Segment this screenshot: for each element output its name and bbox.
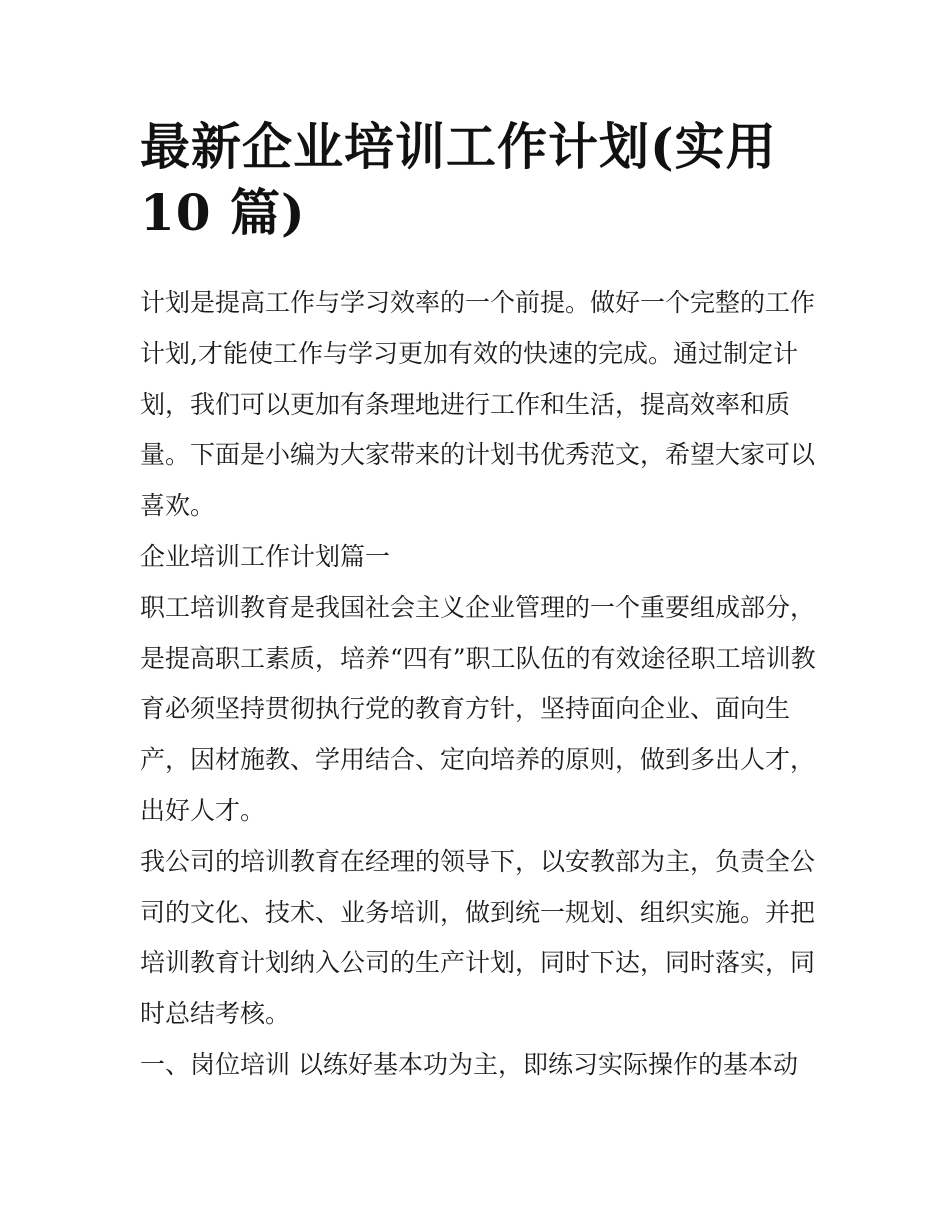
intro-line-3: 划，我们可以更加有条理地进行工作和生活，提高效率和质: [140, 389, 791, 419]
section-heading: 企业培训工作计划篇一: [140, 541, 391, 571]
intro-line-4: 量。下面是小编为大家带来的计划书优秀范文，希望大家可以: [140, 440, 816, 470]
paragraph-2-line-3: 培训教育计划纳入公司的生产计划，同时下达，同时落实，同: [140, 948, 816, 978]
paragraph-2-line-4: 时总结考核。: [140, 999, 291, 1029]
intro-line-5: 喜欢。: [140, 491, 216, 521]
paragraph-1-line-1: 职工培训教育是我国社会主义企业管理的一个重要组成部分，: [140, 592, 816, 622]
paragraph-2-line-2: 司的文化、技术、业务培训，做到统一规划、组织实施。并把: [140, 897, 816, 927]
intro-line-2: 计划,才能使工作与学习更加有效的快速的完成。通过制定计: [140, 338, 798, 368]
paragraph-2-line-1: 我公司的培训教育在经理的领导下，以安教部为主，负责全公: [140, 846, 816, 876]
title-line-2: 10 篇): [140, 183, 306, 242]
intro-line-1: 计划是提高工作与学习效率的一个前提。做好一个完整的工作: [140, 288, 816, 317]
title-line-1: 最新企业培训工作计划(实用: [140, 117, 777, 176]
document-body: [140, 278, 815, 1091]
paragraph-1-line-2: 是提高职工素质，培养“四有”职工队伍的有效途径职工培训教: [140, 643, 816, 673]
paragraph-1-line-3: 育必须坚持贯彻执行党的教育方针，坚持面向企业、面向生: [140, 694, 791, 724]
paragraph-1-line-4: 产，因材施教、学用结合、定向培养的原则，做到多出人才，: [140, 745, 816, 775]
paragraph-3-line-1: 一、岗位培训 以练好基本功为主，即练习实际操作的基本动: [140, 1049, 798, 1079]
paragraph-1-line-5: 出好人才。: [140, 795, 266, 825]
document-title: [140, 114, 820, 246]
